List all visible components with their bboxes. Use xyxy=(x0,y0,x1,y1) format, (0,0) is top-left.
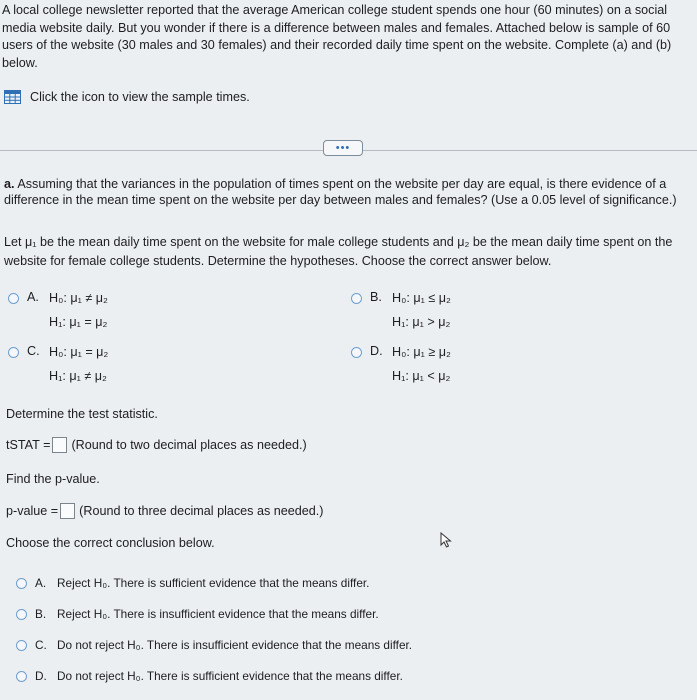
part-a-question-text: Assuming that the variances in the population of times spent on the website per day are equal, is there evidence of a difference in the mean time spent on the website per day between males and females? (Use a 0.05 level of significance.) xyxy=(4,177,677,207)
pvalue-row xyxy=(6,503,324,519)
mouse-pointer-icon xyxy=(440,532,454,548)
more-dots-icon: ••• xyxy=(335,142,351,154)
null-hypothesis: H₀: μ₁ ≤ μ₂ xyxy=(392,291,451,305)
pvalue-answer-input[interactable] xyxy=(60,503,75,519)
hypothesis-option-a[interactable] xyxy=(8,290,108,338)
sample-times-link[interactable] xyxy=(4,90,250,104)
radio-button[interactable] xyxy=(351,347,362,358)
radio-button[interactable] xyxy=(16,640,27,651)
null-hypothesis: H₀: μ₁ = μ₂ xyxy=(49,345,109,359)
conclusion-options xyxy=(16,573,412,686)
conclusion-text: Do not reject H₀. There is insufficient evidence that the means differ. xyxy=(57,638,413,652)
pvalue-hint: (Round to three decimal places as needed.) xyxy=(79,504,324,518)
radio-button[interactable] xyxy=(16,578,27,589)
expand-button[interactable] xyxy=(323,140,363,156)
pvalue-label: p-value = xyxy=(6,504,59,518)
alternative-hypothesis: H₁: μ₁ = μ₂ xyxy=(49,315,108,329)
conclusion-text: Reject H₀. There is sufficient evidence that the means differ. xyxy=(57,576,370,590)
sample-times-link-text[interactable]: Click the icon to view the sample times. xyxy=(30,90,250,104)
option-letter: A. xyxy=(35,576,47,590)
part-a-label: a. xyxy=(4,177,15,191)
conclusion-option-c[interactable] xyxy=(16,635,412,655)
option-letter: D. xyxy=(370,344,383,358)
conclusion-option-a[interactable] xyxy=(16,573,412,593)
option-letter: A. xyxy=(27,290,39,304)
radio-button[interactable] xyxy=(8,293,19,304)
option-letter: D. xyxy=(35,669,47,683)
hypothesis-option-d[interactable] xyxy=(351,344,451,392)
tstat-hint: (Round to two decimal places as needed.) xyxy=(71,438,307,452)
option-letter: B. xyxy=(370,290,382,304)
test-statistic-prompt: Determine the test statistic. xyxy=(6,407,158,421)
tstat-answer-input[interactable] xyxy=(52,437,67,453)
tstat-label: tSTAT = xyxy=(6,438,51,452)
conclusion-option-d[interactable] xyxy=(16,666,412,686)
radio-button[interactable] xyxy=(16,671,27,682)
alternative-hypothesis: H₁: μ₁ > μ₂ xyxy=(392,315,451,329)
tstat-row xyxy=(6,437,307,453)
option-letter: C. xyxy=(27,344,40,358)
spreadsheet-icon[interactable] xyxy=(4,90,21,104)
alternative-hypothesis: H₁: μ₁ < μ₂ xyxy=(392,369,451,383)
conclusion-text: Do not reject H₀. There is sufficient evidence that the means differ. xyxy=(57,669,403,683)
null-hypothesis: H₀: μ₁ ≥ μ₂ xyxy=(392,345,451,359)
hypothesis-option-c[interactable] xyxy=(8,344,108,392)
hypothesis-option-b[interactable] xyxy=(351,290,451,338)
conclusion-option-b[interactable] xyxy=(16,604,412,624)
radio-button[interactable] xyxy=(8,347,19,358)
option-letter: C. xyxy=(35,638,47,652)
alternative-hypothesis: H₁: μ₁ ≠ μ₂ xyxy=(49,369,107,383)
conclusion-prompt: Choose the correct conclusion below. xyxy=(6,536,215,550)
problem-intro: A local college newsletter reported that the average American college student spends one hour (60 minutes) on a social media website daily. But you wonder if there is a difference between males and females. Attached below is sample of 60 users of the website (30 males and 30 females) and their recorded daily time spent on the website. Complete (a) and (b) below. xyxy=(2,3,672,70)
null-hypothesis: H₀: μ₁ ≠ μ₂ xyxy=(49,291,108,305)
let-statement: Let μ₁ be the mean daily time spent on the website for male college students and μ₂ be the mean daily time spent on the website for female college students. Determine the hypotheses. Choose the correct answer below. xyxy=(4,235,673,268)
radio-button[interactable] xyxy=(351,293,362,304)
option-letter: B. xyxy=(35,607,47,621)
radio-button[interactable] xyxy=(16,609,27,620)
pvalue-prompt: Find the p-value. xyxy=(6,472,100,486)
conclusion-text: Reject H₀. There is insufficient evidence that the means differ. xyxy=(57,607,379,621)
part-a-question xyxy=(4,176,696,208)
